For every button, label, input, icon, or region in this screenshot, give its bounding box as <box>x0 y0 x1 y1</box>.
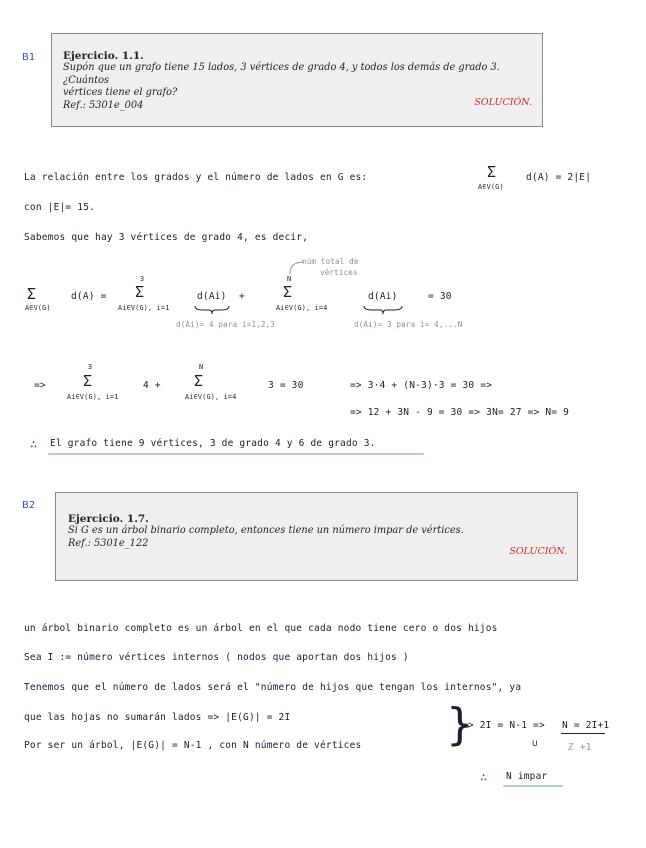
solution-line: La relación entre los grados y el número de lados en G es: <box>24 172 368 183</box>
conclusion: El grafo tiene 9 vértices, 3 de grado 4 y 6 de grado 3. <box>50 438 376 449</box>
brace-note: d(Ai)= 3 para i= 4,...N <box>354 320 463 329</box>
exercise-marker-b1: B1 <box>22 52 36 63</box>
equation-step: => 3·4 + (N-3)·3 = 30 => <box>350 380 493 391</box>
sum-subscript: Ai∈V(G), i=4 <box>185 393 237 401</box>
sum-symbol: Σ <box>194 372 204 390</box>
solution-line: con |E|= 15. <box>24 202 96 213</box>
solution-line: d(A) = 2|E| <box>526 172 592 183</box>
underbrace-icon <box>194 305 230 315</box>
implication: => 2I = N-1 => <box>462 720 545 731</box>
sum-subscript: A∈V(G) <box>25 304 51 312</box>
exercise-marker-b2: B2 <box>22 500 36 511</box>
solution-link[interactable]: SOLUCIÓN. <box>509 546 567 557</box>
sum-upper-limit: 3 <box>88 363 93 371</box>
exercise-statement-line1: Si G es un árbol binario completo, entonces tiene un número impar de vértices. <box>68 525 464 536</box>
solution-line: Por ser un árbol, |E(G)| = N-1 , con N número de vértices <box>24 740 362 751</box>
exercise-statement-line1: Supón que un grafo tiene 15 lados, 3 vértices de grado 4, y todos los demás de grado 3. ¿Cuántos <box>63 62 500 86</box>
conclusion: N impar <box>506 771 548 782</box>
solution-line: Sea I := número vértices internos ( nodos que aportan dos hijos ) <box>24 652 409 663</box>
solution-line: Tenemos que el número de lados será el "número de hijos que tengan los internos", ya <box>24 682 522 693</box>
conclusion-underline <box>48 453 424 455</box>
sum-upper-limit: 3 <box>140 275 145 283</box>
exercise-reference: Ref.: 5301e_004 <box>63 99 144 111</box>
exercise-reference: Ref.: 5301e_122 <box>68 537 149 549</box>
result: N = 2I+1 <box>562 720 610 731</box>
sum-upper-limit: N <box>199 363 204 371</box>
therefore-symbol: ∴ <box>30 437 38 451</box>
sum-subscript: Ai∈V(G), i=1 <box>67 393 119 401</box>
sum-symbol: Σ <box>487 163 497 181</box>
exercise-statement-line2: vértices tiene el grafo? <box>63 87 178 98</box>
union-symbol: ∪ <box>532 738 538 749</box>
equation-term: = 30 <box>428 291 452 302</box>
exercise-box-2 <box>55 492 578 581</box>
sum-subscript: Ai∈V(G), i=1 <box>118 304 170 312</box>
exercise-title: Ejercicio. 1.1. <box>63 50 144 62</box>
underbrace-icon <box>363 305 403 315</box>
equation-step: => 12 + 3N - 9 = 30 => 3N= 27 => N= 9 <box>350 407 570 418</box>
sum-symbol: Σ <box>83 372 93 390</box>
integer-note: ℤ +1 <box>568 742 592 753</box>
equation-term: 4 + <box>143 380 161 391</box>
therefore-symbol: ∴ <box>480 770 488 784</box>
exercise-box-1 <box>51 33 543 127</box>
sum-symbol: Σ <box>135 283 145 301</box>
equation-term: d(Ai) <box>368 291 398 302</box>
equation-term: d(A) = <box>71 291 107 302</box>
solution-link[interactable]: SOLUCIÓN. <box>474 97 532 108</box>
solution-line: un árbol binario completo es un árbol en el que cada nodo tiene cero o dos hijos <box>24 623 498 634</box>
sum-subscript: A∈V(G) <box>478 183 504 191</box>
brace-note: d(Ai)= 4 para i=1,2,3 <box>176 320 276 329</box>
sum-symbol: Σ <box>27 285 37 303</box>
sum-symbol: Σ <box>283 283 293 301</box>
sum-upper-limit: N <box>287 275 292 283</box>
equation-term: d(Ai) <box>197 291 227 302</box>
solution-line: que las hojas no sumarán lados => |E(G)| = 2I <box>24 712 291 723</box>
annotation-note: núm total de <box>302 257 359 266</box>
sum-subscript: Ai∈V(G), i=4 <box>276 304 328 312</box>
plus-sign: + <box>239 291 245 302</box>
annotation-note: vértices <box>320 268 358 277</box>
conclusion-underline <box>503 785 563 787</box>
exercise-title: Ejercicio. 1.7. <box>68 513 149 525</box>
solution-line: Sabemos que hay 3 vértices de grado 4, es decir, <box>24 232 309 243</box>
implies-arrow: => <box>34 380 46 391</box>
equation-term: 3 = 30 <box>268 380 304 391</box>
result-underline <box>561 733 605 734</box>
right-brace: } <box>446 699 475 750</box>
